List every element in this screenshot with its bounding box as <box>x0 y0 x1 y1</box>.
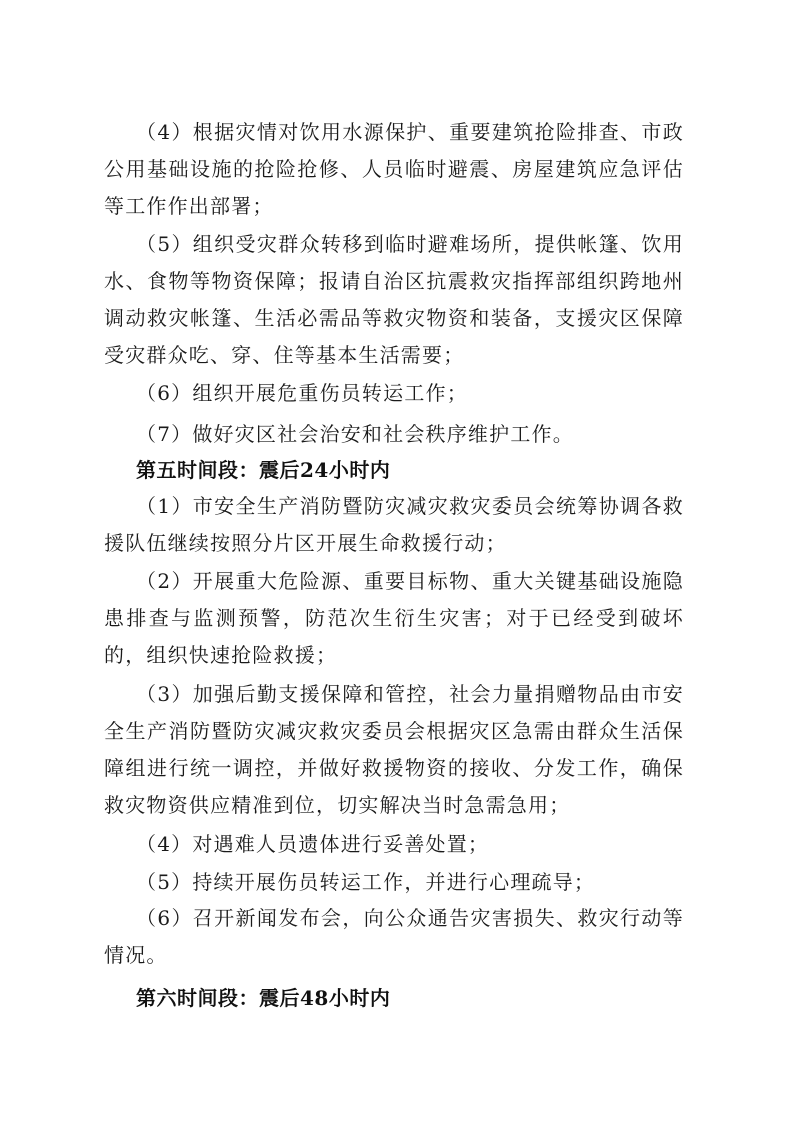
section-heading-6: 第六时间段：震后48小时内 <box>136 986 391 1010</box>
section5-item-5: （5）持续开展伤员转运工作，并进行心理疏导； <box>136 870 596 894</box>
section5-item-2: （2）开展重大危险源、重要目标物、重大关键基础设施隐患排查与监测预警，防范次生衍生灾害；对于已经受到破坏的，组织快速抢险救援； <box>104 569 684 667</box>
paragraph-item-4: （4）根据灾情对饮用水源保护、重要建筑抢险排查、市政公用基础设施的抢险抢修、人员临时避震、房屋建筑应急评估等工作作出部署； <box>104 120 684 218</box>
paragraph-item-7: （7）做好灾区社会治安和社会秩序维护工作。 <box>136 422 574 446</box>
section5-item-3: （3）加强后勤支援保障和管控，社会力量捐赠物品由市安全生产消防暨防灾减灾救灾委员会根据灾区急需由群众生活保障组进行统一调控，并做好救援物资的接收、分发工作，确保救灾物资供应精准到位，切实解决当时急需急用； <box>104 682 684 817</box>
section5-item-6: （6）召开新闻发布会，向公众通告灾害损失、救灾行动等情况。 <box>104 906 684 967</box>
section5-item-4: （4）对遇难人员遗体进行妥善处置； <box>136 832 490 856</box>
section5-item-1: （1）市安全生产消防暨防灾减灾救灾委员会统筹协调各救援队伍继续按照分片区开展生命救援行动； <box>104 494 684 555</box>
paragraph-item-5: （5）组织受灾群众转移到临时避难场所，提供帐篷、饮用水、食物等物资保障；报请自治区抗震救灾指挥部组织跨地州调动救灾帐篷、生活必需品等救灾物资和装备，支援灾区保障受灾群众吃、穿、住等基本生活需要； <box>104 232 684 367</box>
paragraph-item-6: （6）组织开展危重伤员转运工作； <box>136 381 468 405</box>
section-heading-5: 第五时间段：震后24小时内 <box>136 458 391 482</box>
